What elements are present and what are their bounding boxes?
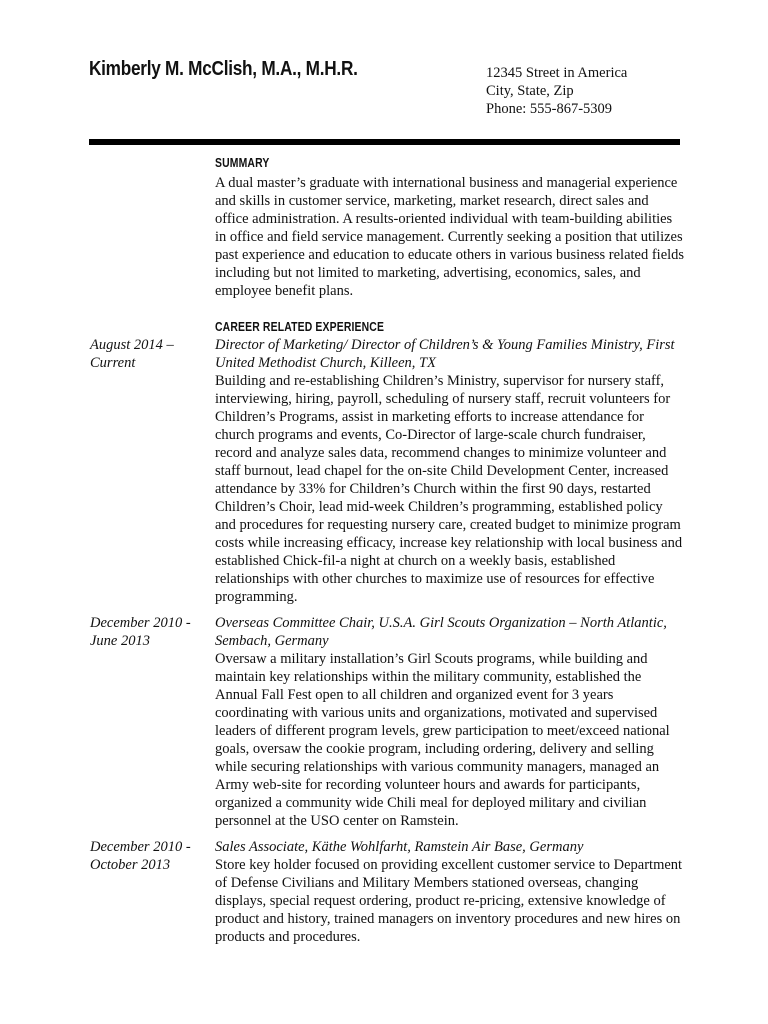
job-entry — [215, 838, 685, 946]
summary-heading: SUMMARY — [215, 155, 270, 170]
job-title: Sales Associate, Käthe Wohlfarht, Ramstein Air Base, Germany — [215, 839, 584, 855]
address-street: 12345 Street in America — [486, 65, 628, 81]
job-date-end: June 2013 — [90, 633, 150, 649]
contact-block — [486, 64, 627, 118]
header-divider — [89, 139, 680, 145]
job-date-range — [90, 838, 210, 874]
phone-number: Phone: 555-867-5309 — [486, 101, 613, 117]
job-entry — [215, 614, 685, 830]
job-date-start: December 2010 - — [90, 839, 191, 855]
job-description: Building and re-establishing Children’s Ministry, supervisor for nursery staff, interviewing, hiring, payroll, scheduling of nursery staff, recruit volunteers for Children’s Programs, assist in marketing efforts to increase attendance for church programs and events, Co-Director of large-scale church fundraiser, record and analyze sales data, recommend changes to minimize volunteer and staff burnout, lead chapel for the on-site Child Development Center, increased attendance by 33% for Children’s Church within the first 90 days, restarted Children’s Choir, lead mid-week Children’s programming, established policy and procedures for requesting nursery care, created budget to minimize program costs while increasing efficacy, increase key relationship with local business and established Chick-fil-a night at church on a weekly basis, established relationships with other churches to maximize use of resources for effective programming. — [215, 373, 683, 605]
experience-heading: CAREER RELATED EXPERIENCE — [215, 319, 385, 334]
candidate-name: Kimberly M. McClish, M.A., M.H.R. — [89, 58, 358, 80]
job-date-end: Current — [90, 355, 136, 371]
summary-text — [215, 174, 685, 300]
job-entry — [215, 336, 685, 606]
summary-paragraph: A dual master’s graduate with international business and managerial experience and skills in customer service, marketing, market research, direct sales and office administration. A results-oriented individual with team-building abilities in office and field service management. Currently seeking a position that utilizes past experience and education to educate others in various business related fields including but not limited to marketing, advertising, economics, sales, and employee benefit plans. — [215, 175, 685, 299]
job-date-start: December 2010 - — [90, 615, 191, 631]
job-date-range — [90, 336, 210, 372]
job-description: Oversaw a military installation’s Girl Scouts programs, while building and maintain key relationships within the military community, established the Annual Fall Fest open to all children and organized event for 3 years coordinating with various units and organizations, motivated and supervised leaders of different program levels, grew participation to meet/exceed national goals, oversaw the cookie program, including ordering, delivery and selling while securing relationships with various community managers, managed an Army web-site for recording volunteer hours and awards for participants, organized a community wide Chili meal for deployed military and civilian personnel at the USO center on Ramstein. — [215, 651, 670, 829]
job-title: Overseas Committee Chair, U.S.A. Girl Scouts Organization – North Atlantic, Sembach, Germany — [215, 615, 667, 649]
job-date-end: October 2013 — [90, 857, 171, 873]
job-description: Store key holder focused on providing excellent customer service to Department of Defense Civilians and Military Members stationed overseas, changing displays, special request ordering, product re-pricing, extensive knowledge of product and history, trained managers on inventory procedures and new hires on products and procedures. — [215, 857, 683, 945]
job-date-start: August 2014 – — [90, 337, 174, 353]
job-title: Director of Marketing/ Director of Children’s & Young Families Ministry, First United Methodist Church, Killeen, TX — [215, 337, 675, 371]
address-city-state-zip: City, State, Zip — [486, 83, 574, 99]
job-date-range — [90, 614, 210, 650]
